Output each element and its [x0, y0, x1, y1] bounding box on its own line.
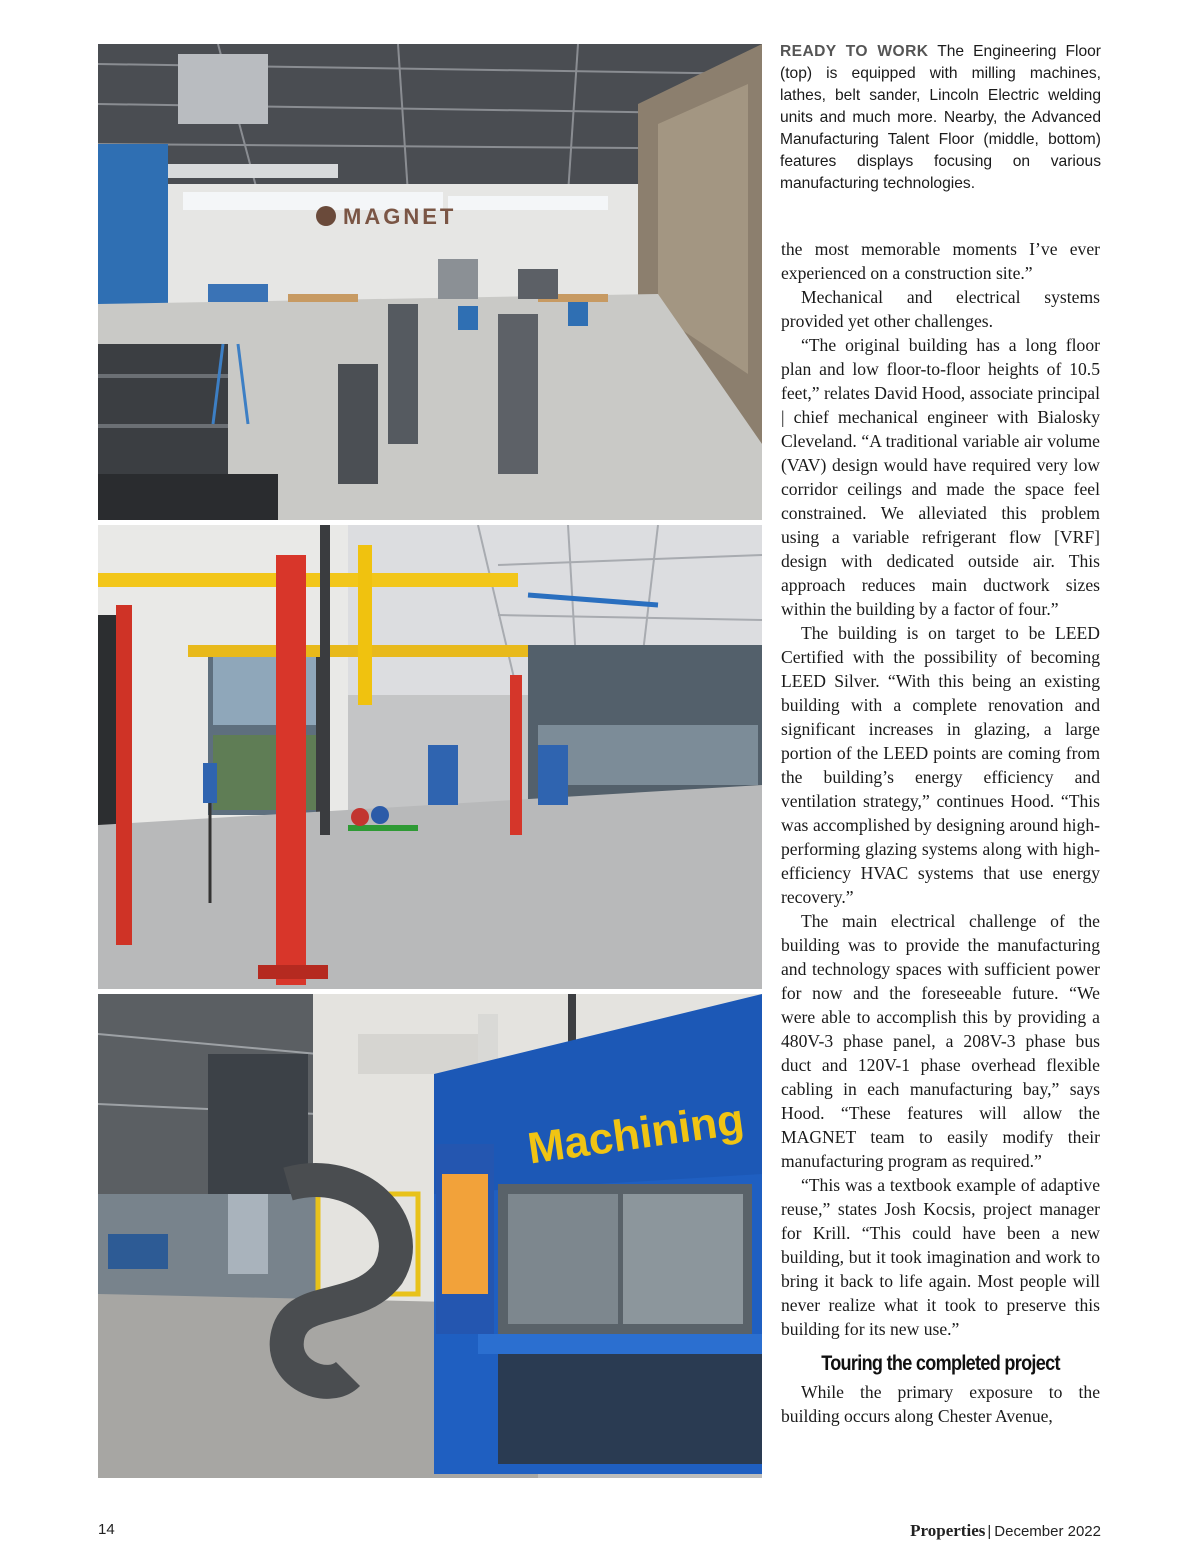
article-subhead: Touring the completed project — [821, 1352, 1060, 1375]
article-paragraph: “The original building has a long floor plan and low floor-to-floor heights of 10.5 feet,” relates David Hood, associate principal | chief mechanical engineer with Bialosky Cleveland. “A traditional variable air volume (VAV) design would have required very low corridor ceilings and made the space feel constrained. We alleviated this problem using a variable refrigerant flow [VRF] design with dedicated outside air. This approach reduces main ductwork sizes within the building by a factor of four.” — [781, 335, 1100, 619]
article-paragraph: Mechanical and electrical systems provided yet other challenges. — [781, 287, 1100, 331]
issue-date: December 2022 — [994, 1523, 1101, 1540]
page-number: 14 — [98, 1521, 115, 1538]
magnet-wall-logo: MAGNET — [343, 204, 457, 229]
article-paragraph: “This was a textbook example of adaptive reuse,” states Josh Kocsis, project manager for Krill. “This could have been a new building, but it took imagination and work to bring it back to life again. Most people will never realize what it took to preserve this building for its new use.” — [781, 1175, 1100, 1339]
article-paragraph: The building is on target to be LEED Certified with the possibility of becoming LEED Silver. “With this being an existing building with a complete renovation and significant increases in glazing, a large portion of the LEED points are coming from the building’s energy efficiency and ventilation strategy,” continues Hood. “This was accomplished by designing around high-performing glazing systems along with high-efficiency HVAC systems that use energy recovery.” — [781, 623, 1100, 907]
footer-separator: | — [987, 1523, 992, 1540]
photo-machining-exhibit — [98, 994, 762, 1478]
photo-caption — [780, 41, 1101, 195]
article-body — [781, 237, 1100, 1428]
magazine-footer — [910, 1521, 1101, 1541]
machining-exhibit-sign: Machining — [524, 1094, 747, 1174]
caption-text: The Engineering Floor (top) is equipped with milling machines, lathes, belt sander, Lincoln Electric welding units and much more. Nearby, the Advanced Manufacturing Talent Floor (middle, bottom) features displays focusing on various manufacturing technologies. — [780, 43, 1101, 192]
article-paragraph: While the primary exposure to the building occurs along Chester Avenue, — [781, 1382, 1100, 1426]
photo-engineering-floor — [98, 44, 762, 520]
article-paragraph: the most memorable moments I’ve ever experienced on a construction site.” — [781, 239, 1100, 283]
caption-lead: READY TO WORK — [780, 43, 929, 60]
photo-talent-floor-crane — [98, 525, 762, 989]
article-paragraph: The main electrical challenge of the building was to provide the manufacturing and technology spaces with sufficient power for now and the foreseeable future. “We were able to accomplish this by providing a 480V-3 phase panel, a 208V-3 phase bus duct and 120V-1 phase overhead flexible cabling in each manufacturing bay,” says Hood. “These features will allow the MAGNET team to easily modify their manufacturing program as required.” — [781, 911, 1100, 1171]
magazine-name: Properties — [910, 1521, 986, 1540]
